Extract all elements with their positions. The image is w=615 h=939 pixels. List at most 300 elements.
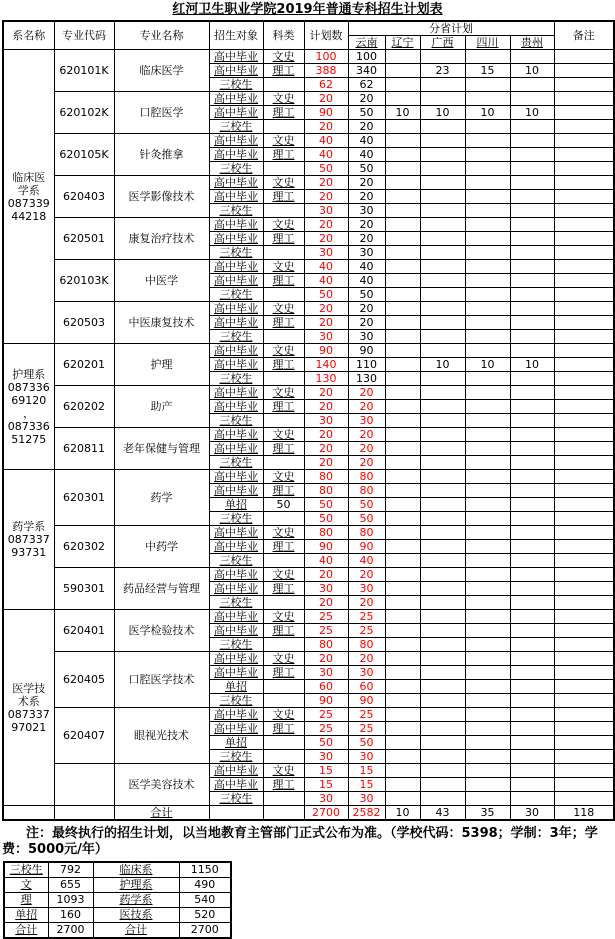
- remark-cell: [554, 372, 614, 386]
- major-code-cell: 590301: [54, 568, 114, 610]
- subject-cell: 理工: [263, 540, 304, 554]
- subject-cell: 文史: [263, 302, 304, 316]
- target-cell: 高中毕业: [209, 260, 263, 274]
- target-cell: 高中毕业: [209, 190, 263, 204]
- subject-cell: [263, 736, 304, 750]
- yunnan-cell: 20: [348, 120, 385, 134]
- yunnan-cell: 30: [348, 792, 385, 806]
- remark-cell: [554, 358, 614, 372]
- target-cell: 三校生: [209, 204, 263, 218]
- guizhou-cell: [510, 218, 554, 232]
- sichuan-cell: [465, 442, 510, 456]
- plan-count-cell: 80: [304, 484, 348, 498]
- remark-cell: [554, 456, 614, 470]
- plan-count-cell: 20: [304, 428, 348, 442]
- sichuan-cell: [465, 134, 510, 148]
- plan-count-cell: 90: [304, 344, 348, 358]
- yunnan-cell: 62: [348, 78, 385, 92]
- header-row-1: [3, 21, 614, 36]
- sichuan-cell: [465, 288, 510, 302]
- sichuan-cell: [465, 484, 510, 498]
- total-liaoning-cell: 10: [385, 806, 420, 821]
- yunnan-cell: 30: [348, 750, 385, 764]
- liaoning-cell: [385, 638, 420, 652]
- remark-cell: [554, 680, 614, 694]
- yunnan-cell: 30: [348, 330, 385, 344]
- target-cell: 三校生: [209, 750, 263, 764]
- yunnan-cell: 30: [348, 246, 385, 260]
- guangxi-cell: [420, 330, 465, 344]
- yunnan-cell: 40: [348, 148, 385, 162]
- remark-cell: [554, 232, 614, 246]
- header-province-group: 分省计划: [348, 21, 554, 36]
- major-code-cell: 620407: [54, 708, 114, 764]
- guizhou-cell: [510, 50, 554, 64]
- plan-count-cell: 30: [304, 204, 348, 218]
- major-code-cell: 620201: [54, 344, 114, 386]
- guizhou-cell: [510, 316, 554, 330]
- liaoning-cell: [385, 358, 420, 372]
- major-name-cell: 医学影像技术: [114, 176, 209, 218]
- subject-cell: 文史: [263, 344, 304, 358]
- target-cell: 三校生: [209, 554, 263, 568]
- subject-cell: 文史: [263, 526, 304, 540]
- remark-cell: [554, 778, 614, 792]
- remark-cell: [554, 386, 614, 400]
- guangxi-cell: [420, 288, 465, 302]
- summary-category-cell: 理: [4, 893, 48, 908]
- guizhou-cell: [510, 694, 554, 708]
- guangxi-cell: [420, 470, 465, 484]
- total-plan-count-cell: 2700: [304, 806, 348, 821]
- sichuan-cell: 10: [465, 358, 510, 372]
- plan-count-cell: 90: [304, 106, 348, 120]
- subject-cell: [263, 554, 304, 568]
- plan-count-cell: 40: [304, 134, 348, 148]
- guangxi-cell: [420, 624, 465, 638]
- plan-count-cell: 20: [304, 302, 348, 316]
- yunnan-cell: 20: [348, 302, 385, 316]
- yunnan-cell: 20: [348, 92, 385, 106]
- target-cell: 高中毕业: [209, 666, 263, 680]
- plan-count-cell: 20: [304, 652, 348, 666]
- plan-count-cell: 50: [304, 736, 348, 750]
- summary-dept-cell: 医技系: [93, 908, 179, 923]
- guangxi-cell: [420, 442, 465, 456]
- total-code-cell: [54, 806, 114, 821]
- liaoning-cell: [385, 218, 420, 232]
- major-code-cell: 620302: [54, 526, 114, 568]
- plan-count-cell: 25: [304, 624, 348, 638]
- total-guangxi-cell: 43: [420, 806, 465, 821]
- major-name-cell: 中医康复技术: [114, 302, 209, 344]
- subject-cell: [263, 596, 304, 610]
- major-name-cell: 医学美容技术: [114, 764, 209, 806]
- liaoning-cell: [385, 330, 420, 344]
- yunnan-cell: 40: [348, 274, 385, 288]
- yunnan-cell: 20: [348, 316, 385, 330]
- guangxi-cell: [420, 638, 465, 652]
- liaoning-cell: [385, 694, 420, 708]
- target-cell: 高中毕业: [209, 764, 263, 778]
- liaoning-cell: [385, 652, 420, 666]
- liaoning-cell: 10: [385, 106, 420, 120]
- target-cell: 高中毕业: [209, 148, 263, 162]
- sichuan-cell: [465, 568, 510, 582]
- liaoning-cell: [385, 246, 420, 260]
- liaoning-cell: [385, 260, 420, 274]
- footnote-line-1: 注：最终执行的招生计划，以当地教育主管部门正式公布为准。（学校代码：5398；学制：3年；学: [26, 826, 598, 841]
- subject-cell: 理工: [263, 666, 304, 680]
- enrollment-table-header: [3, 21, 614, 50]
- sichuan-cell: [465, 260, 510, 274]
- yunnan-cell: 80: [348, 638, 385, 652]
- major-name-cell: 药学: [114, 470, 209, 526]
- guangxi-cell: [420, 764, 465, 778]
- subject-cell: [263, 792, 304, 806]
- sichuan-cell: [465, 666, 510, 680]
- target-cell: 高中毕业: [209, 540, 263, 554]
- remark-cell: [554, 190, 614, 204]
- liaoning-cell: [385, 736, 420, 750]
- guangxi-cell: [420, 778, 465, 792]
- liaoning-cell: [385, 162, 420, 176]
- subject-cell: [263, 694, 304, 708]
- plan-count-cell: 90: [304, 694, 348, 708]
- remark-cell: [554, 554, 614, 568]
- dept-name-cell: 医学技 术系 087337 97021: [3, 610, 54, 806]
- subject-cell: 理工: [263, 722, 304, 736]
- guizhou-cell: [510, 484, 554, 498]
- guizhou-cell: [510, 652, 554, 666]
- sichuan-cell: [465, 78, 510, 92]
- remark-cell: [554, 666, 614, 680]
- guangxi-cell: [420, 526, 465, 540]
- remark-cell: [554, 428, 614, 442]
- guangxi-cell: [420, 484, 465, 498]
- sichuan-cell: [465, 400, 510, 414]
- enrollment-row: [3, 386, 614, 400]
- target-cell: 高中毕业: [209, 344, 263, 358]
- guangxi-cell: [420, 750, 465, 764]
- liaoning-cell: [385, 134, 420, 148]
- sichuan-cell: 10: [465, 106, 510, 120]
- guizhou-cell: [510, 722, 554, 736]
- guangxi-cell: [420, 498, 465, 512]
- target-cell: 三校生: [209, 120, 263, 134]
- sichuan-cell: [465, 330, 510, 344]
- guizhou-cell: [510, 386, 554, 400]
- total-subject-cell: [263, 806, 304, 821]
- sichuan-cell: [465, 148, 510, 162]
- target-cell: 三校生: [209, 638, 263, 652]
- sichuan-cell: [465, 428, 510, 442]
- subject-cell: 理工: [263, 316, 304, 330]
- remark-cell: [554, 512, 614, 526]
- yunnan-cell: 20: [348, 568, 385, 582]
- remark-cell: [554, 316, 614, 330]
- plan-count-cell: 30: [304, 414, 348, 428]
- target-cell: 三校生: [209, 78, 263, 92]
- liaoning-cell: [385, 120, 420, 134]
- guangxi-cell: [420, 232, 465, 246]
- major-code-cell: 620401: [54, 610, 114, 652]
- liaoning-cell: [385, 680, 420, 694]
- enrollment-row: [3, 568, 614, 582]
- yunnan-cell: 340: [348, 64, 385, 78]
- enrollment-row: [3, 176, 614, 190]
- liaoning-cell: [385, 666, 420, 680]
- target-cell: 高中毕业: [209, 274, 263, 288]
- remark-cell: [554, 708, 614, 722]
- guangxi-cell: [420, 596, 465, 610]
- yunnan-cell: 60: [348, 680, 385, 694]
- subject-cell: 理工: [263, 190, 304, 204]
- subject-cell: 50: [263, 498, 304, 512]
- sichuan-cell: [465, 526, 510, 540]
- guizhou-cell: [510, 414, 554, 428]
- guizhou-cell: 10: [510, 64, 554, 78]
- target-cell: 三校生: [209, 596, 263, 610]
- subject-cell: 理工: [263, 64, 304, 78]
- yunnan-cell: 25: [348, 610, 385, 624]
- yunnan-cell: 20: [348, 176, 385, 190]
- major-code-cell: 620503: [54, 302, 114, 344]
- guizhou-cell: [510, 232, 554, 246]
- target-cell: 高中毕业: [209, 470, 263, 484]
- guizhou-cell: [510, 596, 554, 610]
- remark-cell: [554, 596, 614, 610]
- enrollment-row: [3, 344, 614, 358]
- sichuan-cell: [465, 316, 510, 330]
- yunnan-cell: 90: [348, 344, 385, 358]
- guizhou-cell: [510, 512, 554, 526]
- sichuan-cell: [465, 190, 510, 204]
- guizhou-cell: [510, 526, 554, 540]
- sichuan-cell: [465, 92, 510, 106]
- sichuan-cell: [465, 750, 510, 764]
- total-remark-cell: 118: [554, 806, 614, 821]
- target-cell: 高中毕业: [209, 610, 263, 624]
- yunnan-cell: 50: [348, 498, 385, 512]
- major-name-cell: 口腔医学技术: [114, 652, 209, 708]
- remark-cell: [554, 64, 614, 78]
- target-cell: 高中毕业: [209, 708, 263, 722]
- footnote: [0, 826, 615, 858]
- enrollment-row: [3, 610, 614, 624]
- guangxi-cell: [420, 372, 465, 386]
- plan-count-cell: 30: [304, 330, 348, 344]
- subject-cell: 文史: [263, 50, 304, 64]
- plan-count-cell: 25: [304, 610, 348, 624]
- target-cell: 高中毕业: [209, 400, 263, 414]
- plan-count-cell: 140: [304, 358, 348, 372]
- sichuan-cell: [465, 372, 510, 386]
- major-code-cell: 620403: [54, 176, 114, 218]
- subject-cell: [263, 750, 304, 764]
- target-cell: 三校生: [209, 288, 263, 302]
- subject-cell: [263, 414, 304, 428]
- enrollment-row: [3, 302, 614, 316]
- liaoning-cell: [385, 610, 420, 624]
- remark-cell: [554, 288, 614, 302]
- guizhou-cell: [510, 554, 554, 568]
- liaoning-cell: [385, 708, 420, 722]
- enrollment-row: [3, 428, 614, 442]
- remark-cell: [554, 624, 614, 638]
- subject-cell: 文史: [263, 428, 304, 442]
- subject-cell: [263, 456, 304, 470]
- enrollment-row: [3, 50, 614, 64]
- subject-cell: 文史: [263, 218, 304, 232]
- major-code-cell: 620103K: [54, 260, 114, 302]
- guangxi-cell: [420, 722, 465, 736]
- target-cell: 单招: [209, 680, 263, 694]
- plan-count-cell: 50: [304, 512, 348, 526]
- target-cell: 高中毕业: [209, 316, 263, 330]
- subject-cell: 理工: [263, 400, 304, 414]
- remark-cell: [554, 176, 614, 190]
- remark-cell: [554, 568, 614, 582]
- total-dept-cell: [3, 806, 54, 821]
- remark-cell: [554, 148, 614, 162]
- liaoning-cell: [385, 288, 420, 302]
- target-cell: 高中毕业: [209, 64, 263, 78]
- target-cell: 高中毕业: [209, 92, 263, 106]
- guizhou-cell: [510, 666, 554, 680]
- remark-cell: [554, 50, 614, 64]
- subject-cell: 理工: [263, 624, 304, 638]
- subject-cell: [263, 680, 304, 694]
- sichuan-cell: [465, 470, 510, 484]
- enrollment-row: [3, 526, 614, 540]
- plan-count-cell: 25: [304, 722, 348, 736]
- liaoning-cell: [385, 722, 420, 736]
- guizhou-cell: [510, 372, 554, 386]
- guangxi-cell: [420, 134, 465, 148]
- plan-count-cell: 15: [304, 764, 348, 778]
- subject-cell: 理工: [263, 148, 304, 162]
- sichuan-cell: [465, 596, 510, 610]
- summary-dept-cell: 护理系: [93, 878, 179, 893]
- sichuan-cell: [465, 274, 510, 288]
- target-cell: 高中毕业: [209, 232, 263, 246]
- guizhou-cell: [510, 302, 554, 316]
- target-cell: 单招: [209, 498, 263, 512]
- plan-count-cell: 20: [304, 190, 348, 204]
- summary-table-body: [4, 862, 231, 938]
- major-code-cell: 620501: [54, 218, 114, 260]
- yunnan-cell: 20: [348, 652, 385, 666]
- yunnan-cell: 20: [348, 190, 385, 204]
- yunnan-cell: 30: [348, 666, 385, 680]
- target-cell: 高中毕业: [209, 106, 263, 120]
- liaoning-cell: [385, 512, 420, 526]
- remark-cell: [554, 204, 614, 218]
- subject-cell: [263, 162, 304, 176]
- enrollment-row: [3, 652, 614, 666]
- subject-cell: 文史: [263, 92, 304, 106]
- yunnan-cell: 50: [348, 106, 385, 120]
- subject-cell: 理工: [263, 442, 304, 456]
- guangxi-cell: [420, 316, 465, 330]
- subject-cell: 理工: [263, 484, 304, 498]
- plan-count-cell: 62: [304, 78, 348, 92]
- summary-category-cell: 三校生: [4, 862, 48, 878]
- remark-cell: [554, 260, 614, 274]
- sichuan-cell: [465, 512, 510, 526]
- liaoning-cell: [385, 526, 420, 540]
- target-cell: 三校生: [209, 512, 263, 526]
- liaoning-cell: [385, 568, 420, 582]
- sichuan-cell: [465, 176, 510, 190]
- major-name-cell: 老年保健与管理: [114, 428, 209, 470]
- dept-name-cell: 临床医 学系 087339 44218: [3, 50, 54, 344]
- guizhou-cell: [510, 246, 554, 260]
- plan-count-cell: 20: [304, 92, 348, 106]
- liaoning-cell: [385, 778, 420, 792]
- plan-count-cell: 20: [304, 120, 348, 134]
- remark-cell: [554, 792, 614, 806]
- subject-cell: 理工: [263, 358, 304, 372]
- summary-dept-cell: 临床系: [93, 862, 179, 878]
- yunnan-cell: 25: [348, 624, 385, 638]
- enrollment-row: [3, 218, 614, 232]
- remark-cell: [554, 722, 614, 736]
- yunnan-cell: 30: [348, 204, 385, 218]
- subject-cell: [263, 246, 304, 260]
- guizhou-cell: [510, 540, 554, 554]
- yunnan-cell: 50: [348, 736, 385, 750]
- remark-cell: [554, 162, 614, 176]
- remark-cell: [554, 246, 614, 260]
- target-cell: 高中毕业: [209, 358, 263, 372]
- guangxi-cell: 10: [420, 106, 465, 120]
- guizhou-cell: [510, 400, 554, 414]
- guizhou-cell: 10: [510, 358, 554, 372]
- header-province-guizhou: 贵州: [510, 36, 554, 50]
- target-cell: 高中毕业: [209, 722, 263, 736]
- liaoning-cell: [385, 190, 420, 204]
- sichuan-cell: [465, 540, 510, 554]
- liaoning-cell: [385, 596, 420, 610]
- liaoning-cell: [385, 274, 420, 288]
- yunnan-cell: 50: [348, 288, 385, 302]
- remark-cell: [554, 134, 614, 148]
- plan-count-cell: 50: [304, 288, 348, 302]
- subject-cell: 文史: [263, 470, 304, 484]
- summary-dept-cell: 药学系: [93, 893, 179, 908]
- major-name-cell: 眼视光技术: [114, 708, 209, 764]
- summary-row: [4, 862, 231, 878]
- yunnan-cell: 80: [348, 470, 385, 484]
- total-label-cell: 合计: [114, 806, 209, 821]
- subject-cell: [263, 120, 304, 134]
- header-subject: 科类: [263, 21, 304, 50]
- subject-cell: 文史: [263, 708, 304, 722]
- guangxi-cell: [420, 792, 465, 806]
- remark-cell: [554, 400, 614, 414]
- summary-dept-value-cell: 2700: [179, 923, 231, 939]
- target-cell: 高中毕业: [209, 624, 263, 638]
- major-name-cell: 中医学: [114, 260, 209, 302]
- liaoning-cell: [385, 750, 420, 764]
- yunnan-cell: 25: [348, 722, 385, 736]
- sichuan-cell: [465, 778, 510, 792]
- major-code-cell: 620301: [54, 470, 114, 526]
- plan-count-cell: 15: [304, 778, 348, 792]
- major-code-cell: 620811: [54, 428, 114, 470]
